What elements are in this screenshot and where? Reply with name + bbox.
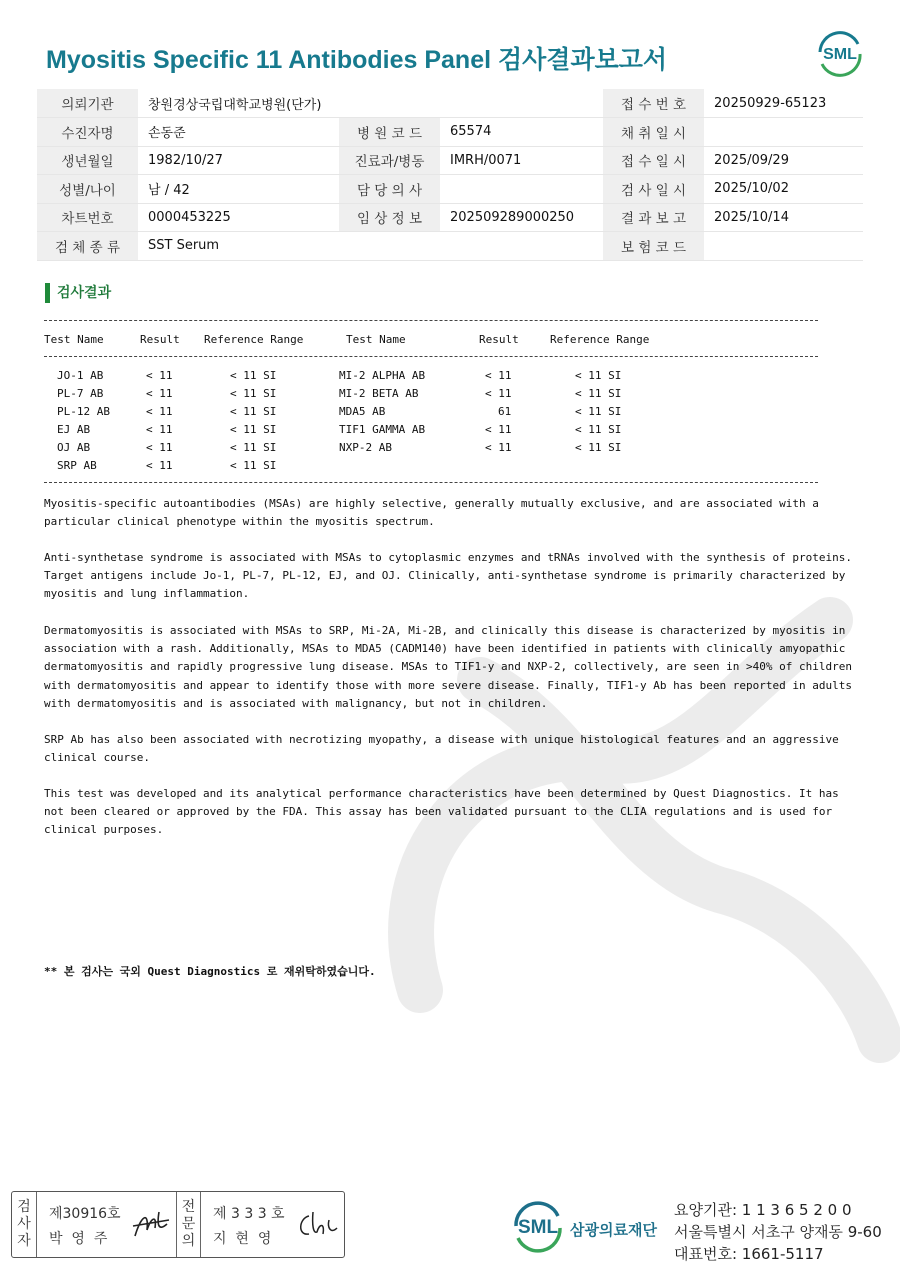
birth-label: 생년월일	[37, 146, 138, 175]
result-date-label: 결 과 보 고	[603, 203, 704, 232]
institution-code: 요양기관: 1 1 3 6 5 2 0 0	[674, 1201, 852, 1219]
patient-label: 수진자명	[37, 118, 138, 147]
tester-label	[12, 1192, 37, 1257]
col-header-reference: Reference Range	[204, 333, 304, 346]
sml-footer-logo-text: SML	[517, 1217, 559, 1238]
result-reference: < 11 SI	[230, 369, 277, 382]
info-row	[37, 118, 863, 147]
result-reference: < 11 SI	[575, 387, 622, 400]
divider	[44, 482, 818, 483]
divider	[44, 320, 818, 321]
result-value: < 11	[146, 423, 173, 436]
watermark-graphic	[360, 560, 900, 1080]
sml-logo-text: SML	[823, 46, 857, 63]
specialist-label-char: 문	[181, 1216, 196, 1232]
result-value: < 11	[146, 405, 173, 418]
receive-date-label: 접 수 일 시	[603, 146, 704, 175]
report-title: Myositis Specific 11 Antibodies Panel 검사결과보고서	[46, 46, 668, 74]
info-row	[37, 232, 863, 261]
tester-label-char: 자	[17, 1233, 31, 1249]
sexage-value: 남 / 42	[138, 175, 339, 204]
result-value: < 11	[485, 441, 512, 454]
chart-value: 0000453225	[138, 203, 339, 232]
hospital-code-label: 병 원 코 드	[339, 118, 440, 147]
result-value: < 11	[146, 459, 173, 472]
specialist-label-char: 전	[181, 1199, 196, 1215]
result-test-name: MI-2 ALPHA AB	[339, 369, 426, 382]
result-test-name: MDA5 AB	[339, 405, 386, 418]
result-reference: < 11 SI	[230, 459, 277, 472]
sml-footer-logo	[510, 1198, 566, 1254]
result-test-name: PL-7 AB	[57, 387, 104, 400]
col-header-result: Result	[479, 333, 519, 346]
receipt-no-value: 20250929-65123	[704, 89, 863, 118]
result-test-name: JO-1 AB	[57, 369, 104, 382]
info-row	[37, 89, 863, 118]
dept-label: 진료과/병동	[339, 146, 440, 175]
result-reference: < 11 SI	[230, 405, 277, 418]
comment-paragraph: Dermatomyositis is associated with MSAs to SRP, Mi-2A, Mi-2B, and clinically this disease is characterized by myositis in association with a rash. Additionally, MSAs to MDA5 (CADM140) have been identified in patients with clinically amyopathic dermatomyositis and rapidly progressive lung disease. MSAs to TIF1-y and NXP-2, collectively, are seen in >40% of children with dermatomyositis and appear to identify those with more severe disease. Finally, TIF1-y Ab has been reported in adults with dermatomyositis and is associated with malignancy, but not in children.	[44, 624, 852, 710]
section-title: 검사결과	[45, 283, 111, 303]
result-value: 61	[498, 405, 512, 418]
specialist-label-char: 의	[181, 1233, 196, 1249]
specialist-label	[176, 1192, 201, 1257]
result-value: < 11	[146, 441, 173, 454]
comment-paragraph: SRP Ab has also been associated with necrotizing myopathy, a disease with unique histological features and an aggressive clinical course.	[44, 733, 839, 765]
result-reference: < 11 SI	[575, 423, 622, 436]
collect-date-label: 채 취 일 시	[603, 118, 704, 147]
result-date-value: 2025/10/14	[704, 203, 863, 232]
comment-paragraph: This test was developed and its analytical performance characteristics have been determined by Quest Diagnostics. It has not been cleared or approved by the FDA. This assay has been validated pursuant to the CLIA regulations and is used for clinical purposes.	[44, 787, 839, 837]
tester-signature-icon	[131, 1206, 171, 1242]
insurance-value	[704, 232, 863, 261]
result-value: < 11	[146, 369, 173, 382]
result-test-name: PL-12 AB	[57, 405, 110, 418]
tester-name: 박 영 주	[49, 1231, 108, 1247]
tester-info	[49, 1192, 173, 1257]
signature-box	[11, 1191, 345, 1258]
test-date-label: 검 사 일 시	[603, 175, 704, 204]
specialist-signature-icon	[295, 1208, 339, 1242]
hospital-value: 창원경상국립대학교병원(단가)	[138, 89, 603, 118]
col-header-reference: Reference Range	[550, 333, 650, 346]
hospital-label: 의뢰기관	[37, 89, 138, 118]
comment-paragraph: Anti-synthetase syndrome is associated with MSAs to cytoplasmic enzymes and tRNAs involved with the synthesis of proteins. Target antigens include Jo-1, PL-7, PL-12, EJ, and OJ. Clinically, anti-synthetase syndrome is primarily characterized by myositis and lung inflammation.	[44, 551, 852, 601]
clinical-value: 202509289000250	[440, 203, 603, 232]
result-reference: < 11 SI	[230, 441, 277, 454]
result-test-name: NXP-2 AB	[339, 441, 392, 454]
hospital-code-value: 65574	[440, 118, 603, 147]
outsourcing-note: ** 본 검사는 국외 Quest Diagnostics 로 재위탁하였습니다.	[44, 965, 376, 978]
specialist-info	[213, 1192, 343, 1257]
result-value: < 11	[485, 423, 512, 436]
result-value: < 11	[146, 387, 173, 400]
tester-label-char: 사	[17, 1216, 31, 1232]
result-test-name: EJ AB	[57, 423, 91, 436]
test-date-value: 2025/10/02	[704, 175, 863, 204]
col-header-test-name: Test Name	[346, 333, 406, 346]
result-reference: < 11 SI	[575, 405, 622, 418]
result-test-name: SRP AB	[57, 459, 97, 472]
org-name: 삼광의료재단	[570, 1221, 657, 1239]
receive-date-value: 2025/09/29	[704, 146, 863, 175]
info-row	[37, 203, 863, 232]
org-address: 서울특별시 서초구 양재동 9-60	[674, 1223, 882, 1241]
comment-paragraph: Myositis-specific autoantibodies (MSAs) are highly selective, generally mutually exclusive, and are associated with a particular clinical phenotype within the myositis spectrum.	[44, 497, 819, 529]
result-test-name: TIF1 GAMMA AB	[339, 423, 426, 436]
col-header-test-name: Test Name	[44, 333, 104, 346]
result-reference: < 11 SI	[230, 423, 277, 436]
sml-logo	[812, 28, 868, 78]
sexage-label: 성별/나이	[37, 175, 138, 204]
dept-value: IMRH/0071	[440, 146, 603, 175]
insurance-label: 보 험 코 드	[603, 232, 704, 261]
specimen-value: SST Serum	[138, 232, 603, 261]
result-value: < 11	[485, 369, 512, 382]
col-header-result: Result	[140, 333, 180, 346]
tester-license: 제30916호	[49, 1206, 121, 1222]
info-row	[37, 175, 863, 204]
patient-value: 손동준	[138, 118, 339, 147]
result-reference: < 11 SI	[575, 441, 622, 454]
result-value: < 11	[485, 387, 512, 400]
specialist-name: 지 현 영	[213, 1231, 272, 1247]
doctor-value	[440, 175, 603, 204]
patient-info-table	[37, 89, 863, 261]
clinical-label: 임 상 정 보	[339, 203, 440, 232]
collect-date-value	[704, 118, 863, 147]
specimen-label: 검 체 종 류	[37, 232, 138, 261]
org-phone: 대표번호: 1661-5117	[674, 1245, 824, 1263]
result-test-name: OJ AB	[57, 441, 91, 454]
specialist-license: 제 3 3 3 호	[213, 1206, 285, 1222]
info-row	[37, 146, 863, 175]
result-test-name: MI-2 BETA AB	[339, 387, 419, 400]
divider	[44, 356, 818, 357]
birth-value: 1982/10/27	[138, 146, 339, 175]
doctor-label: 담 당 의 사	[339, 175, 440, 204]
chart-label: 차트번호	[37, 203, 138, 232]
result-reference: < 11 SI	[575, 369, 622, 382]
receipt-no-label: 접 수 번 호	[603, 89, 704, 118]
tester-label-char: 검	[17, 1199, 31, 1215]
result-reference: < 11 SI	[230, 387, 277, 400]
